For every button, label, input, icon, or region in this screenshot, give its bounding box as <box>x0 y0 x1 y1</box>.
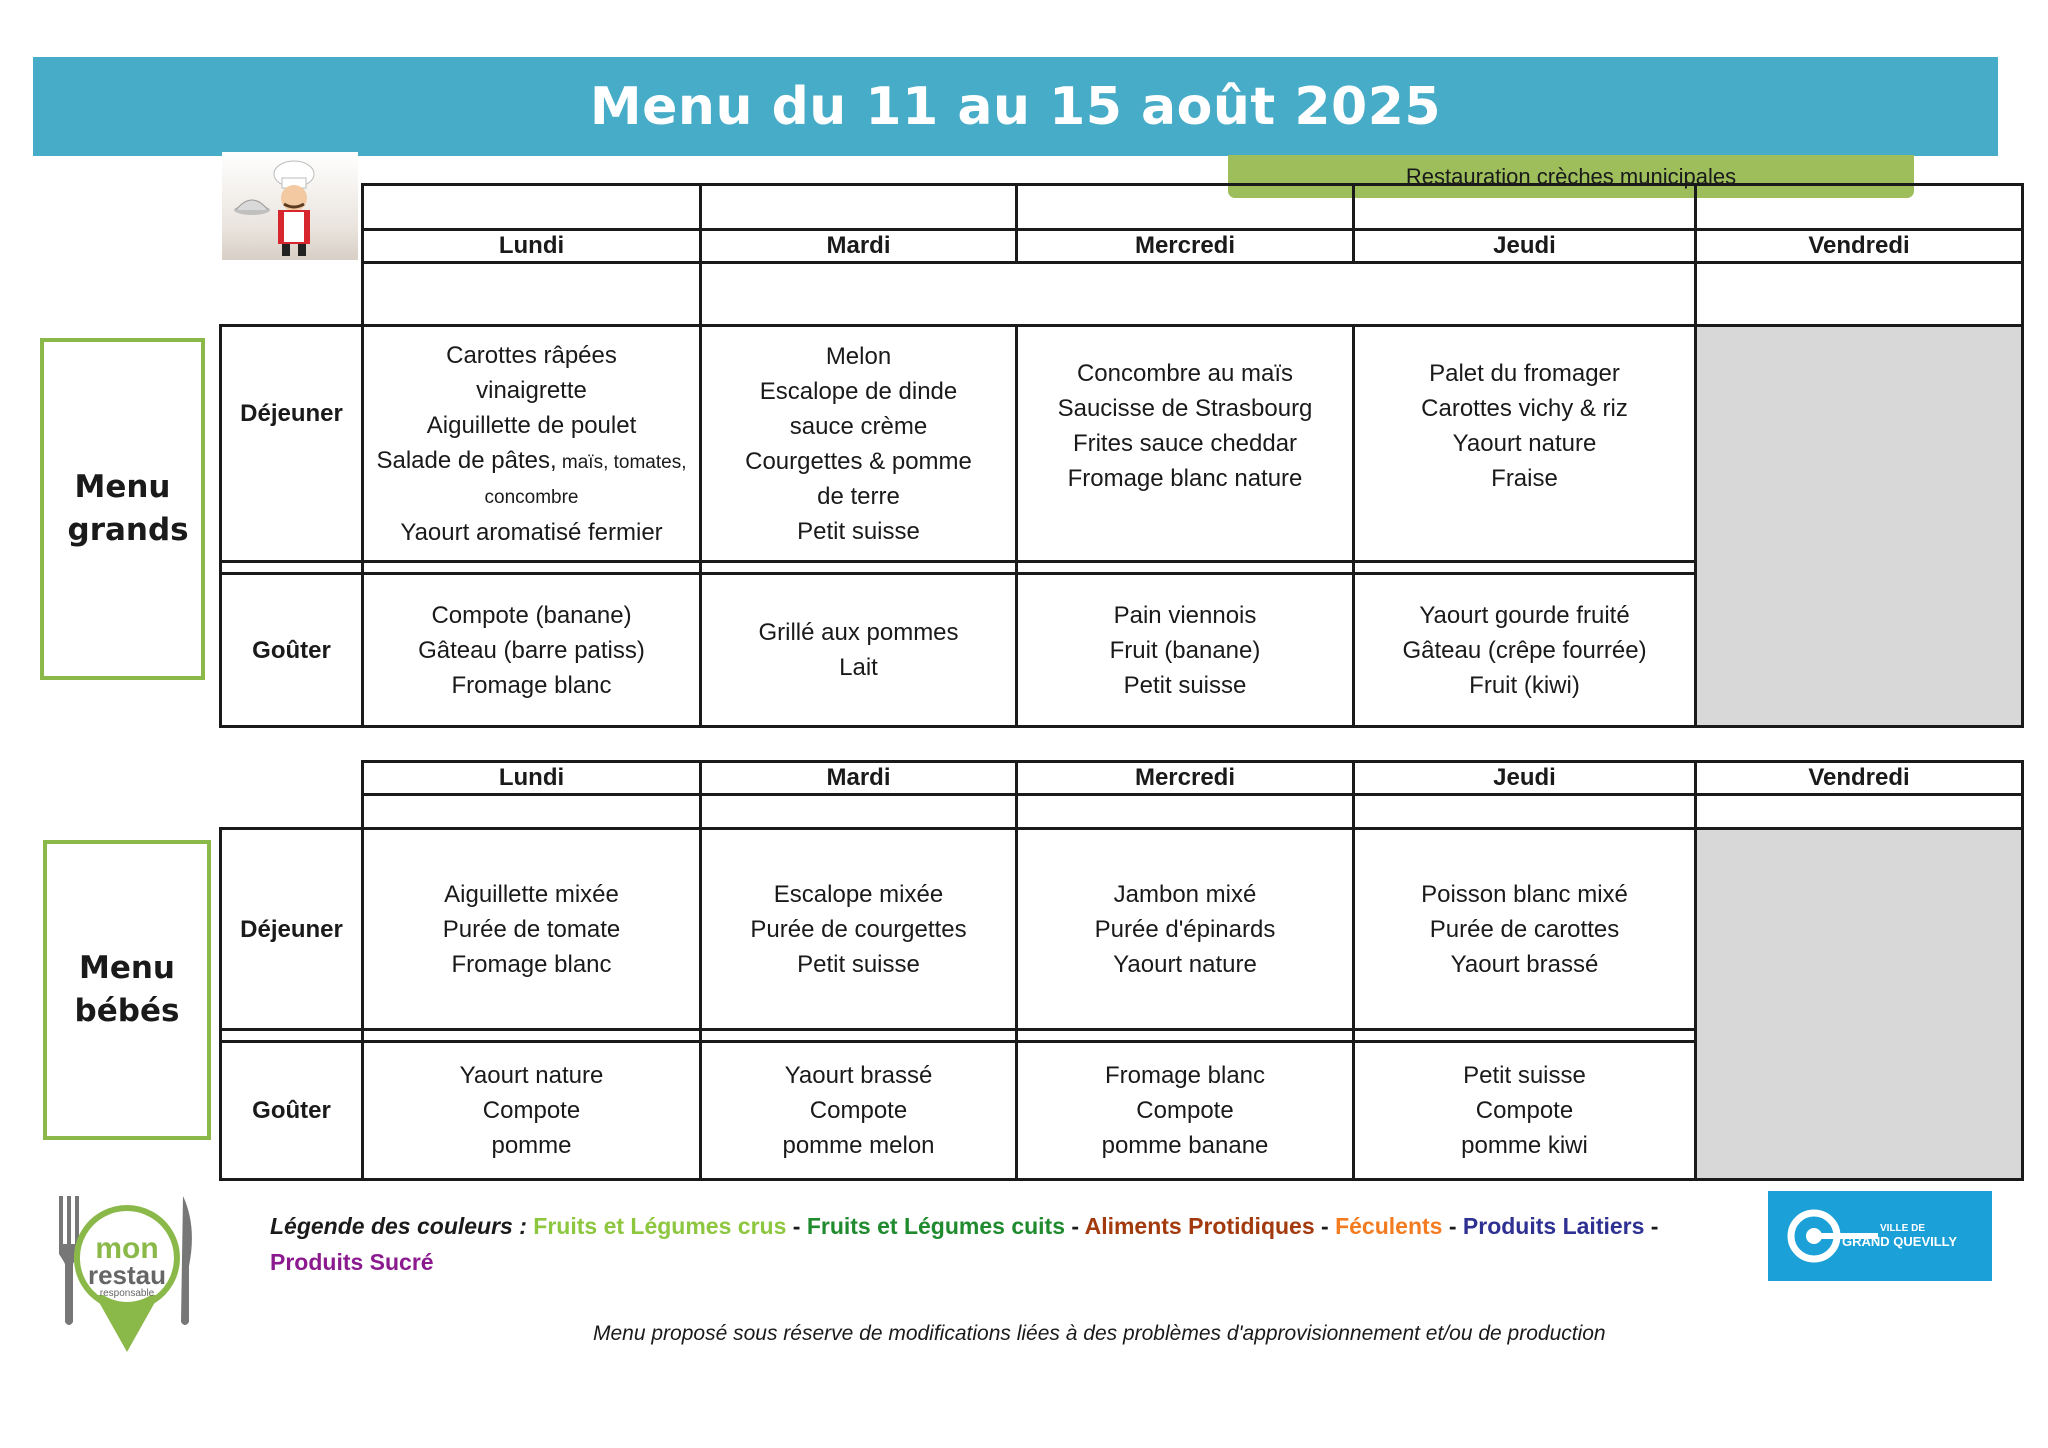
meal-label-gouter: Goûter <box>221 574 363 727</box>
day-header-vendredi: Vendredi <box>1696 230 2023 263</box>
grand-quevilly-logo <box>1768 1191 1992 1281</box>
bebes-gouter-mardi: Yaourt brassé Compote pomme melon <box>701 1042 1017 1180</box>
logo-restau-text: restau <box>87 1260 167 1290</box>
menu-bebes-table <box>219 760 2024 1181</box>
legend-item: Produits Sucré <box>270 1249 434 1275</box>
grands-gouter-lundi: Compote (banane) Gâteau (barre patiss) Fromage blanc <box>363 574 701 727</box>
mon-restau-logo <box>55 1190 200 1360</box>
bebes-dejeuner-mercredi: Jambon mixé Purée d'épinards Yaourt nature <box>1017 829 1354 1030</box>
day-header-lundi: Lundi <box>363 230 701 263</box>
menu-grands-label: Menu grands <box>67 468 189 548</box>
meal-label-dejeuner: Déjeuner <box>221 326 363 562</box>
day-header-mercredi: Mercredi <box>1017 762 1354 795</box>
legend-separator: - <box>1314 1213 1336 1239</box>
menu-bebes-label: Menu bébés <box>74 949 180 1029</box>
logo-mon-text: mon <box>95 1232 159 1265</box>
grand-quevilly-logo-icon <box>1768 1191 1992 1281</box>
bebes-gouter-lundi: Yaourt nature Compote pomme <box>363 1042 701 1180</box>
day-header-mercredi: Mercredi <box>1017 230 1354 263</box>
grands-gouter-mardi: Grillé aux pommes Lait <box>701 574 1017 727</box>
bebes-dejeuner-mardi: Escalope mixée Purée de courgettes Petit suisse <box>701 829 1017 1030</box>
logo-responsable-text: responsable <box>99 1288 155 1299</box>
mon-restau-logo-icon <box>55 1190 200 1360</box>
legend-separator: - <box>786 1213 807 1239</box>
logo-grand-quevilly-text: GRAND QUEVILLY <box>1842 1234 1958 1249</box>
legend-item: Produits Laitiers <box>1462 1213 1645 1239</box>
meal-label-dejeuner: Déjeuner <box>221 829 363 1030</box>
day-header-vendredi: Vendredi <box>1696 762 2023 795</box>
bebes-dejeuner-jeudi: Poisson blanc mixé Purée de carottes Yaourt brassé <box>1354 829 1696 1030</box>
legend-lead: Légende des couleurs : <box>270 1213 527 1239</box>
menu-bebes-box <box>43 840 211 1140</box>
bebes-dejeuner-lundi: Aiguillette mixée Purée de tomate Fromage blanc <box>363 829 701 1030</box>
subtitle-text: Restauration crèches municipales <box>1405 163 1737 189</box>
grands-dejeuner-mardi: Melon Escalope de dinde sauce crème Courgettes & pomme de terre Petit suisse <box>701 326 1017 562</box>
grands-gouter-jeudi: Yaourt gourde fruité Gâteau (crêpe fourrée) Fruit (kiwi) <box>1354 574 1696 727</box>
meal-label-gouter: Goûter <box>221 1042 363 1180</box>
page-title: Menu du 11 au 15 août 2025 <box>589 76 1442 137</box>
day-header-mardi: Mardi <box>701 762 1017 795</box>
legend-item: Aliments Protidiques <box>1084 1213 1315 1239</box>
legend-item: Fruits et Légumes cuits <box>806 1213 1065 1239</box>
grands-vendredi-closed <box>1696 326 2023 727</box>
disclaimer: Menu proposé sous réserve de modifications liées à des problèmes d'approvisionnement et/ou de production <box>593 1322 1606 1345</box>
grands-dejeuner-lundi: Carottes râpées vinaigrette Aiguillette de poulet Salade de pâtes, maïs, tomates, concombre Yaourt aromatisé fermier <box>363 326 701 562</box>
legend-separator: - <box>1065 1213 1085 1239</box>
day-header-jeudi: Jeudi <box>1354 230 1696 263</box>
legend-separator: - <box>1644 1213 1659 1239</box>
color-legend <box>270 1208 1670 1280</box>
menu-grands-box <box>40 338 205 680</box>
title-banner <box>33 57 1998 156</box>
bebes-gouter-jeudi: Petit suisse Compote pomme kiwi <box>1354 1042 1696 1180</box>
menu-grands-table <box>219 183 2024 728</box>
day-header-lundi: Lundi <box>363 762 701 795</box>
day-header-mardi: Mardi <box>701 230 1017 263</box>
bebes-gouter-mercredi: Fromage blanc Compote pomme banane <box>1017 1042 1354 1180</box>
logo-ville-de-text: VILLE DE <box>1880 1223 1926 1234</box>
legend-item: Fruits et Légumes crus <box>533 1213 787 1239</box>
day-header-jeudi: Jeudi <box>1354 762 1696 795</box>
grands-dejeuner-mercredi: Concombre au maïs Saucisse de Strasbourg Frites sauce cheddar Fromage blanc nature <box>1017 326 1354 562</box>
grands-gouter-mercredi: Pain viennois Fruit (banane) Petit suisse <box>1017 574 1354 727</box>
legend-separator: - <box>1442 1213 1463 1239</box>
legend-item: Féculents <box>1335 1213 1443 1239</box>
grands-dejeuner-jeudi: Palet du fromager Carottes vichy & riz Yaourt nature Fraise <box>1354 326 1696 562</box>
bebes-vendredi-closed <box>1696 829 2023 1180</box>
